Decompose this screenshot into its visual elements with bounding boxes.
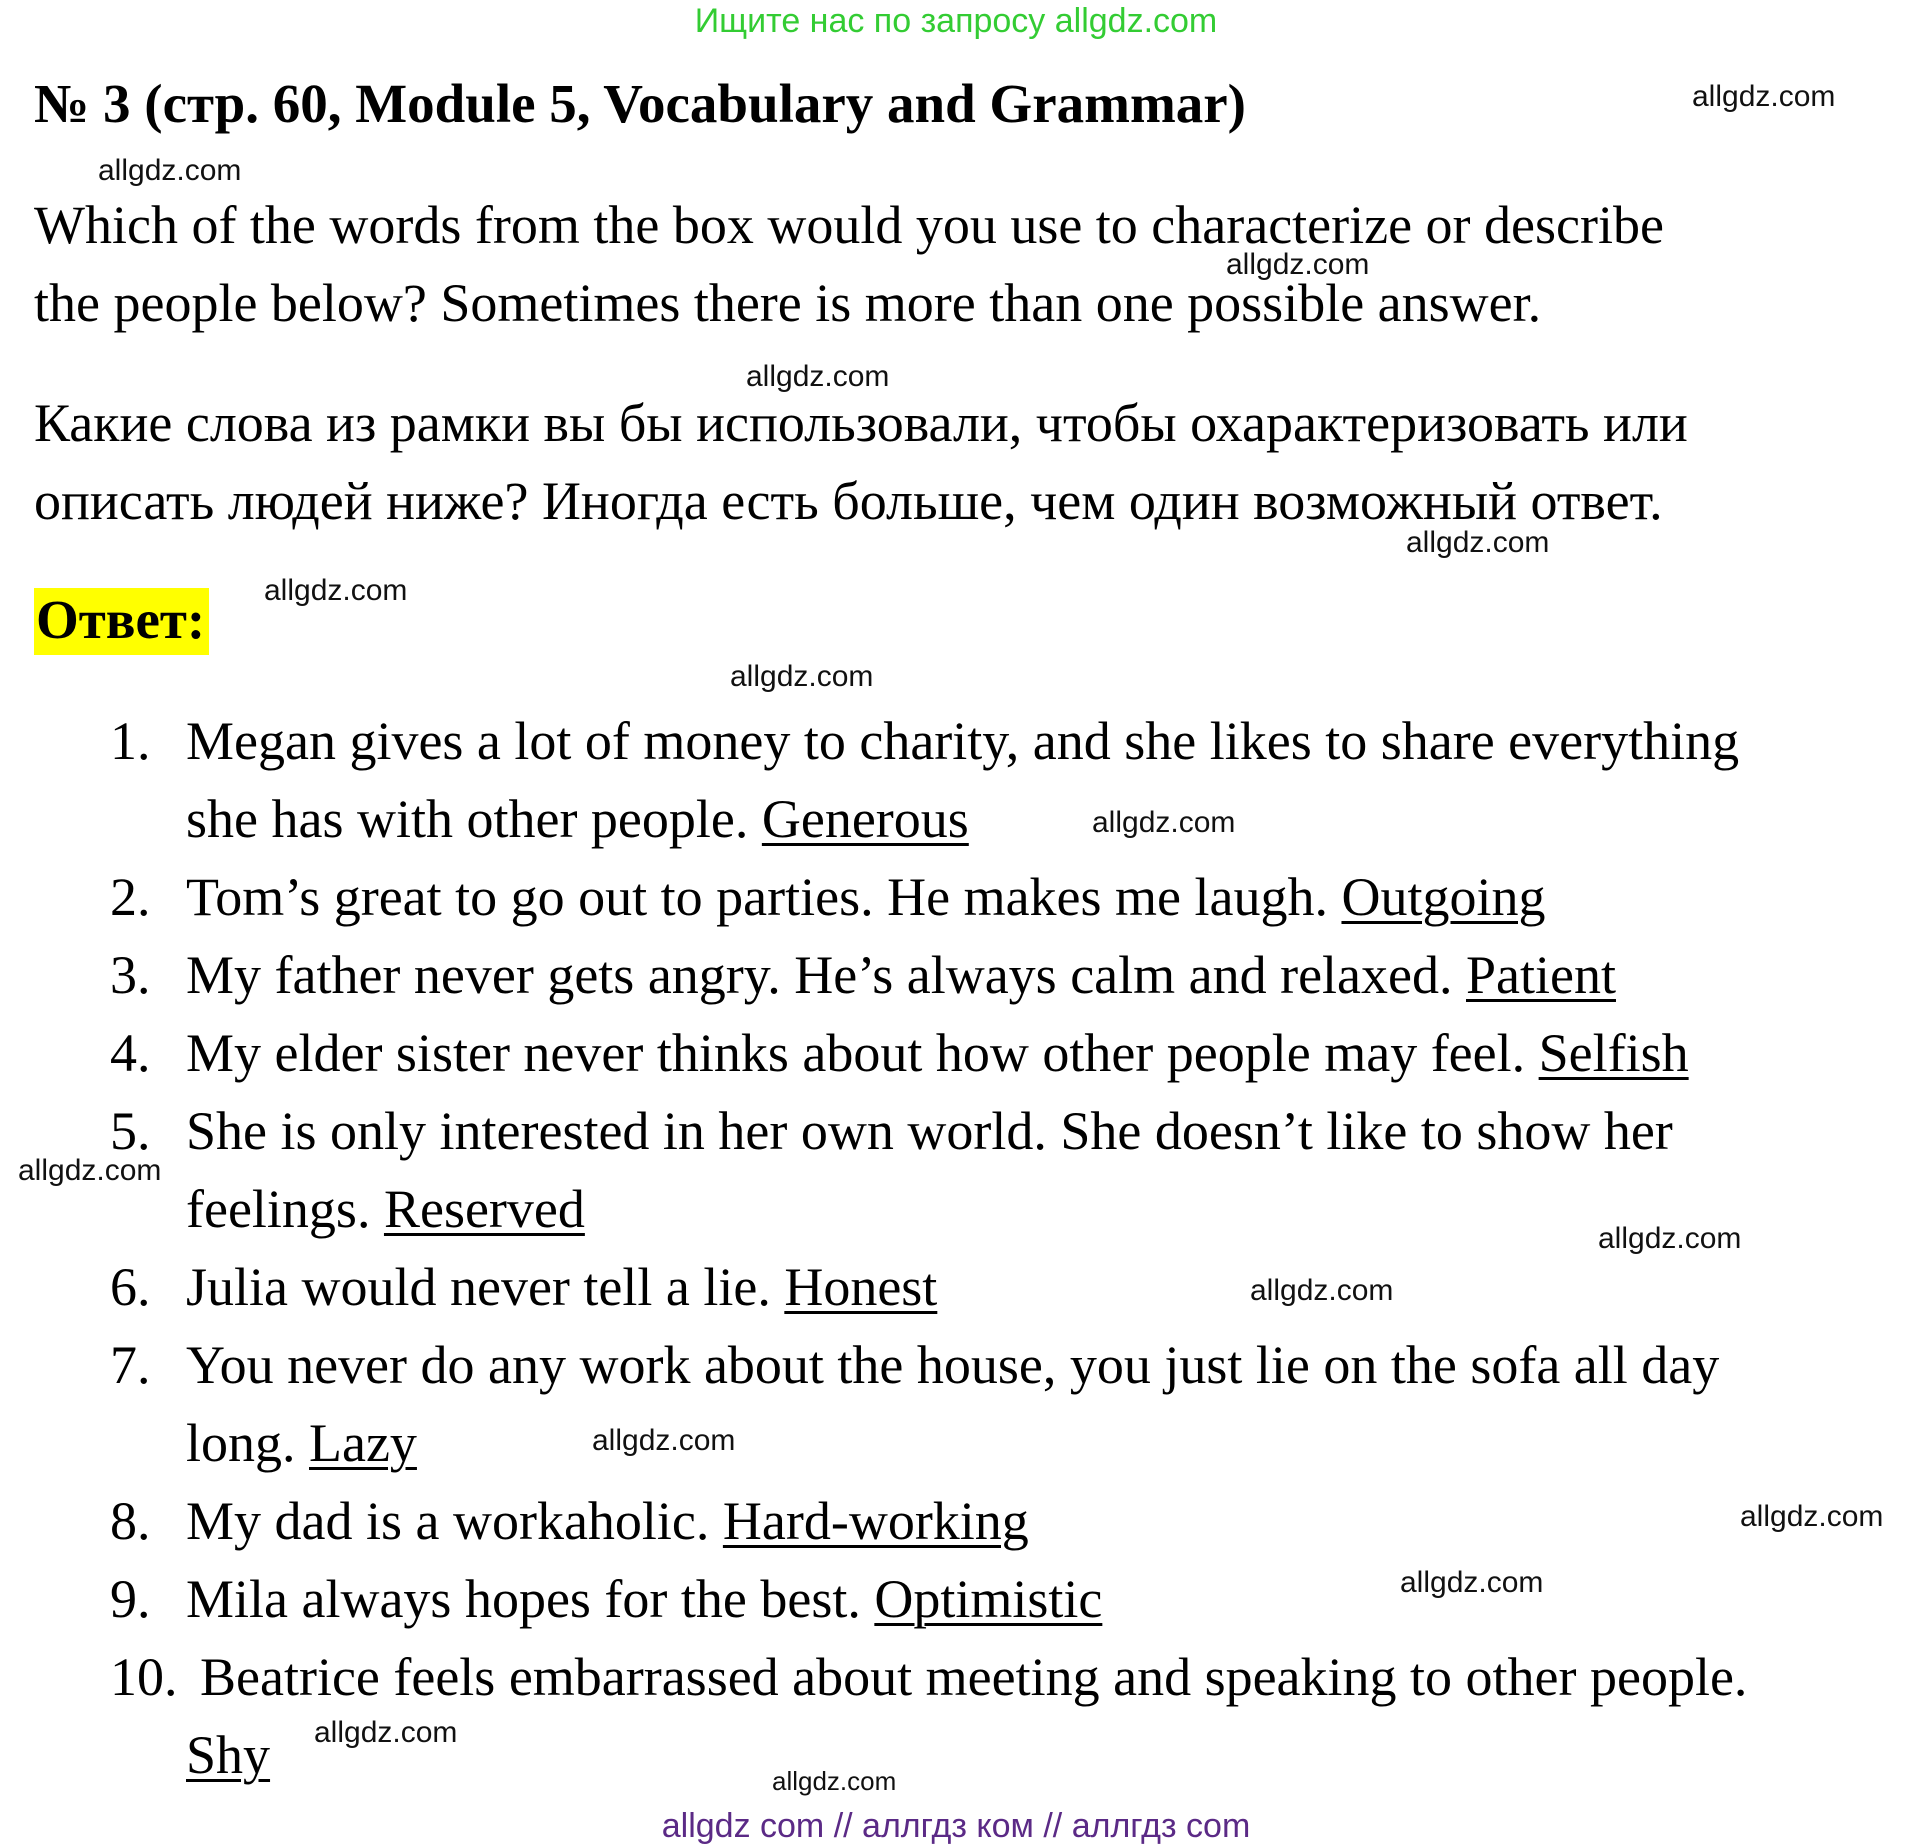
watermark: allgdz.com <box>98 154 242 187</box>
item-text: Beatrice feels embarrassed about meeting and speaking to other people. <box>200 1647 1748 1707</box>
watermark: allgdz.com <box>592 1424 736 1457</box>
item-number: 1. <box>110 711 151 771</box>
list-item <box>186 1716 270 1794</box>
watermark: allgdz.com <box>1250 1274 1394 1307</box>
watermark: allgdz.com <box>1226 248 1370 281</box>
watermark: allgdz.com <box>730 660 874 693</box>
answer-label: Ответ: <box>34 588 209 655</box>
watermark: allgdz.com <box>314 1716 458 1749</box>
answer-word: Lazy <box>309 1413 417 1473</box>
watermark: allgdz.com <box>18 1154 162 1187</box>
instruction-ru-line-2: описать людей ниже? Иногда есть больше, чем один возможный ответ. <box>34 471 1663 531</box>
task-title: № 3 (стр. 60, Module 5, Vocabulary and Grammar) <box>34 73 1246 134</box>
watermark: allgdz.com <box>772 1766 897 1796</box>
answer-word: Honest <box>784 1257 938 1317</box>
watermark: allgdz.com <box>1400 1566 1544 1599</box>
item-text: My dad is a workaholic. <box>186 1491 710 1551</box>
item-text: Tom’s great to go out to parties. He makes me laugh. <box>186 867 1328 927</box>
answer-word: Hard-working <box>722 1491 1029 1551</box>
answer-word: Generous <box>761 789 969 849</box>
footer: allgdz com // аллгдз ком // аллгдз com <box>661 1807 1251 1845</box>
instruction-en-line-1: Which of the words from the box would you use to characterize or describe <box>34 195 1664 255</box>
list-item <box>186 1014 1689 1092</box>
item-number: 4. <box>110 1023 151 1083</box>
top-banner: Ищите нас по запросу allgdz.com <box>694 2 1218 40</box>
item-text: Mila always hopes for the best. <box>186 1569 861 1629</box>
list-item <box>186 1170 585 1248</box>
watermark: allgdz.com <box>1092 806 1236 839</box>
list-item <box>186 936 1616 1014</box>
list-item <box>186 1404 417 1482</box>
item-number: 5. <box>110 1101 151 1161</box>
answer-word: Patient <box>1466 945 1616 1005</box>
watermark: allgdz.com <box>1406 526 1550 559</box>
list-item <box>186 780 969 858</box>
item-number: 3. <box>110 945 151 1005</box>
instruction-ru-line-1: Какие слова из рамки вы бы использовали, чтобы охарактеризовать или <box>34 393 1688 453</box>
item-number: 2. <box>110 867 151 927</box>
item-text: My father never gets angry. He’s always calm and relaxed. <box>186 945 1453 1005</box>
item-text: long. <box>186 1413 296 1473</box>
item-number: 8. <box>110 1491 151 1551</box>
watermark: allgdz.com <box>1598 1222 1742 1255</box>
answer-word: Shy <box>186 1725 271 1785</box>
item-text: My elder sister never thinks about how other people may feel. <box>186 1023 1526 1083</box>
item-text: she has with other people. <box>186 789 749 849</box>
watermark: allgdz.com <box>1740 1500 1884 1533</box>
item-text: feelings. <box>186 1179 371 1239</box>
item-number: 9. <box>110 1569 151 1629</box>
item-text: Megan gives a lot of money to charity, and she likes to share everything <box>186 711 1740 771</box>
item-text: She is only interested in her own world. She doesn’t like to show her <box>186 1101 1673 1161</box>
item-number: 10. <box>110 1647 178 1707</box>
list-item <box>186 1560 1102 1638</box>
answer-word: Outgoing <box>1341 867 1546 927</box>
watermark: allgdz.com <box>264 574 408 607</box>
item-text: You never do any work about the house, you just lie on the sofa all day <box>186 1335 1720 1395</box>
list-item <box>186 1248 937 1326</box>
watermark: allgdz.com <box>746 360 890 393</box>
watermark: allgdz.com <box>1692 80 1836 113</box>
answer-word: Optimistic <box>874 1569 1103 1629</box>
item-text: Julia would never tell a lie. <box>186 1257 771 1317</box>
instruction-en-line-2: the people below? Sometimes there is more than one possible answer. <box>34 273 1542 333</box>
list-item <box>186 1482 1029 1560</box>
item-number: 6. <box>110 1257 151 1317</box>
answer-word: Reserved <box>383 1179 585 1239</box>
list-item <box>186 858 1545 936</box>
answer-word: Selfish <box>1538 1023 1689 1083</box>
item-number: 7. <box>110 1335 151 1395</box>
